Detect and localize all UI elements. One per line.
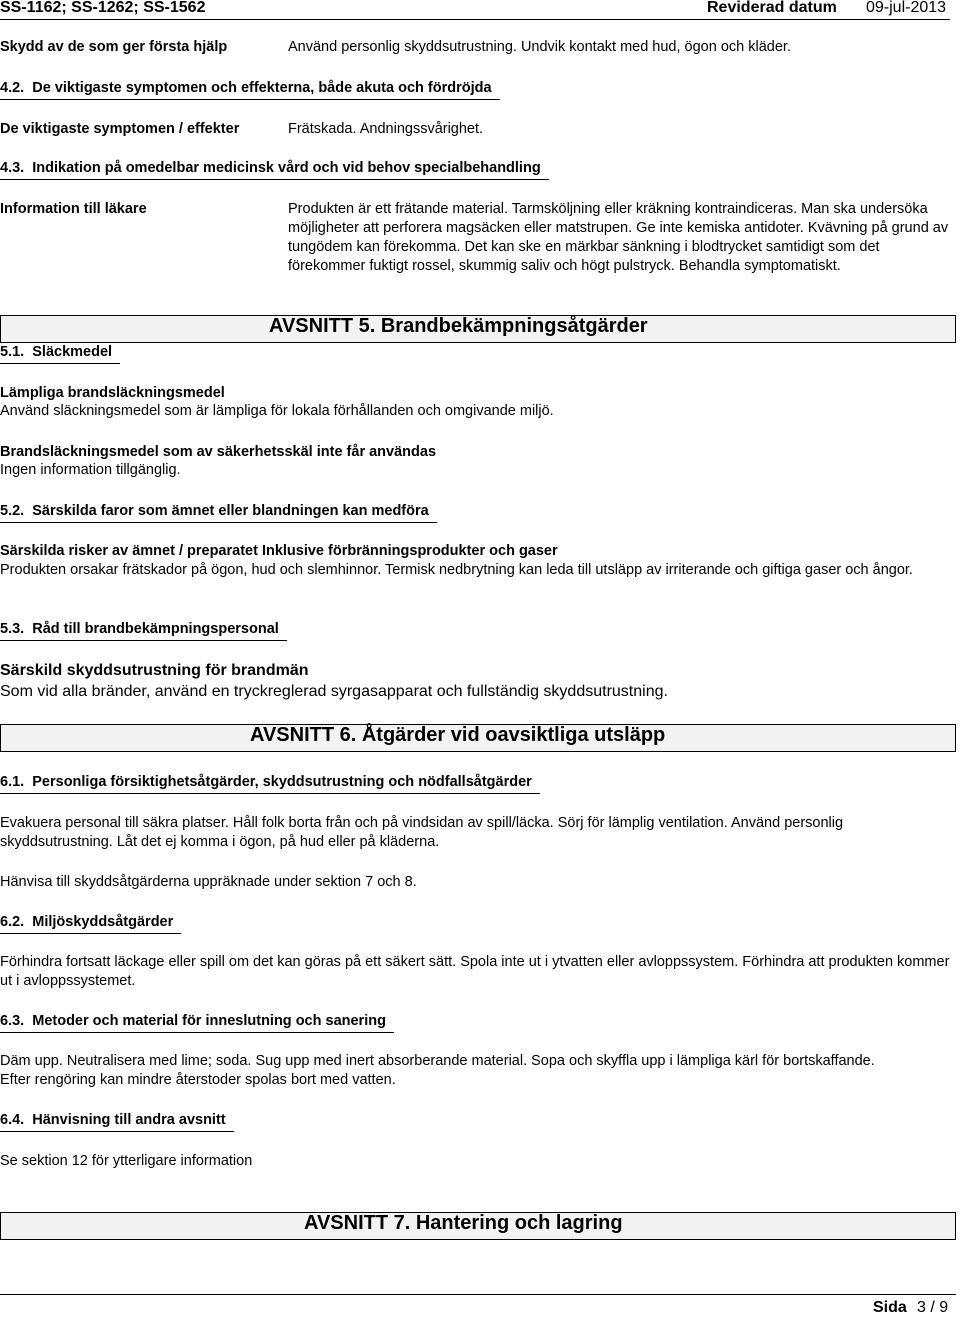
subsection-number: 4.2. [0,80,25,96]
subsection-number: 6.4. [0,1112,25,1128]
subsection-6-3-heading [0,1012,394,1033]
subsection-6-1-heading [0,773,540,794]
equip-value: Som vid alla bränder, använd en tryckreglerad syrgasapparat och fullständig skyddsutrustning. [0,683,668,700]
doctor-label: Information till läkare [0,201,147,217]
suitable-label: Lämpliga brandsläckningsmedel [0,385,225,401]
page-number: 3 / 9 [917,1299,949,1316]
subsection-number: 5.1. [0,344,25,360]
s61-paragraph-1: Evakuera personal till säkra platser. Håll folk borta från och på vindsidan av spill/läcka. Sörj för lämplig ventilation. Använd personlig skyddsutrustning. Låt det ej komma i ögon, på hud eller på kläderna. [0,815,844,850]
subsection-number: 5.3. [0,621,25,637]
revision-label: Reviderad datum [707,0,837,16]
s62-paragraph: Förhindra fortsatt läckage eller spill om det kan göras på ett säkert sätt. Spola inte ut i ytvatten eller avloppssystem. Förhindra att produkten kommer ut i avloppssystemet. [0,954,950,989]
subsection-title: Metoder och material för inneslutning och sanering [32,1013,386,1029]
subsection-title: Släckmedel [32,344,113,360]
subsection-number: 6.2. [0,914,25,930]
doctor-value: Produkten är ett frätande material. Tarmsköljning eller kräkning kontraindiceras. Man ska undersöka möjligheter att perforera magsäcken eller matstrupen. Ge inte kemiska antidoter. Kvävning på grund av tungödem kan förekomma. Det kan ske en märkbar sänkning i blodtrycket samtidigt som det förekommer fuktigt rossel, skummig saliv och högt pulstryck. Behandla symptomatiskt. [288,201,949,274]
header-rule [0,19,950,20]
subsection-title: Miljöskyddsåtgärder [32,914,174,930]
revision-date: 09-jul-2013 [866,0,947,16]
page-label: Sida [873,1299,907,1316]
subsection-4-3-heading [0,159,549,180]
section-7-title: AVSNITT 7. Hantering och lagring [304,1212,623,1234]
subsection-5-3-heading [0,620,287,641]
subsection-title: Indikation på omedelbar medicinsk vård och vid behov specialbehandling [32,160,541,176]
footer-rule [0,1294,956,1295]
section-5-title: AVSNITT 5. Brandbekämpningsåtgärder [269,315,648,337]
risks-label: Särskilda risker av ämnet / preparatet Inklusive förbränningsprodukter och gaser [0,543,558,559]
s64-paragraph: Se sektion 12 för ytterligare information [0,1153,253,1169]
protect-value: Använd personlig skyddsutrustning. Undvik kontakt med hud, ögon och kläder. [288,39,791,55]
subsection-title: De viktigaste symptomen och effekterna, både akuta och fördröjda [32,80,492,96]
protect-label: Skydd av de som ger första hjälp [0,39,228,55]
s61-paragraph-2: Hänvisa till skyddsåtgärderna uppräknade under sektion 7 och 8. [0,874,417,890]
subsection-title: Personliga försiktighetsåtgärder, skyddsutrustning och nödfallsåtgärder [32,774,532,790]
subsection-number: 4.3. [0,160,25,176]
subsection-number: 6.1. [0,774,25,790]
equip-label: Särskild skyddsutrustning för brandmän [0,662,309,679]
section-6-title: AVSNITT 6. Åtgärder vid oavsiktliga utsläpp [250,724,666,746]
subsection-number: 5.2. [0,503,25,519]
subsection-title: Hänvisning till andra avsnitt [32,1112,226,1128]
risks-value: Produkten orsakar frätskador på ögon, hud och slemhinnor. Termisk nedbrytning kan leda till utsläpp av irriterande och giftiga gaser och ångor. [0,562,913,578]
unsuitable-value: Ingen information tillgänglig. [0,462,181,478]
subsection-5-2-heading [0,502,437,523]
subsection-5-1-heading [0,343,120,364]
suitable-value: Använd släckningsmedel som är lämpliga för lokala förhållanden och omgivande miljö. [0,403,554,419]
unsuitable-label: Brandsläckningsmedel som av säkerhetsskäl inte får användas [0,444,437,460]
subsection-4-2-heading [0,79,500,100]
subsection-title: Råd till brandbekämpningspersonal [32,621,279,637]
subsection-6-2-heading [0,913,181,934]
symptoms-value: Frätskada. Andningssvårighet. [288,121,484,137]
symptoms-label: De viktigaste symptomen / effekter [0,121,240,137]
subsection-title: Särskilda faror som ämnet eller blandningen kan medföra [32,503,429,519]
subsection-6-4-heading [0,1111,234,1132]
s63-paragraph: Däm upp. Neutralisera med lime; soda. Sug upp med inert absorberande material. Sopa och skyffla upp i lämpliga kärl för bortskaffande. Efter rengöring kan mindre återstoder spolas bort med vatten. [0,1053,875,1088]
subsection-number: 6.3. [0,1013,25,1029]
product-codes: SS-1162; SS-1262; SS-1562 [0,0,206,16]
